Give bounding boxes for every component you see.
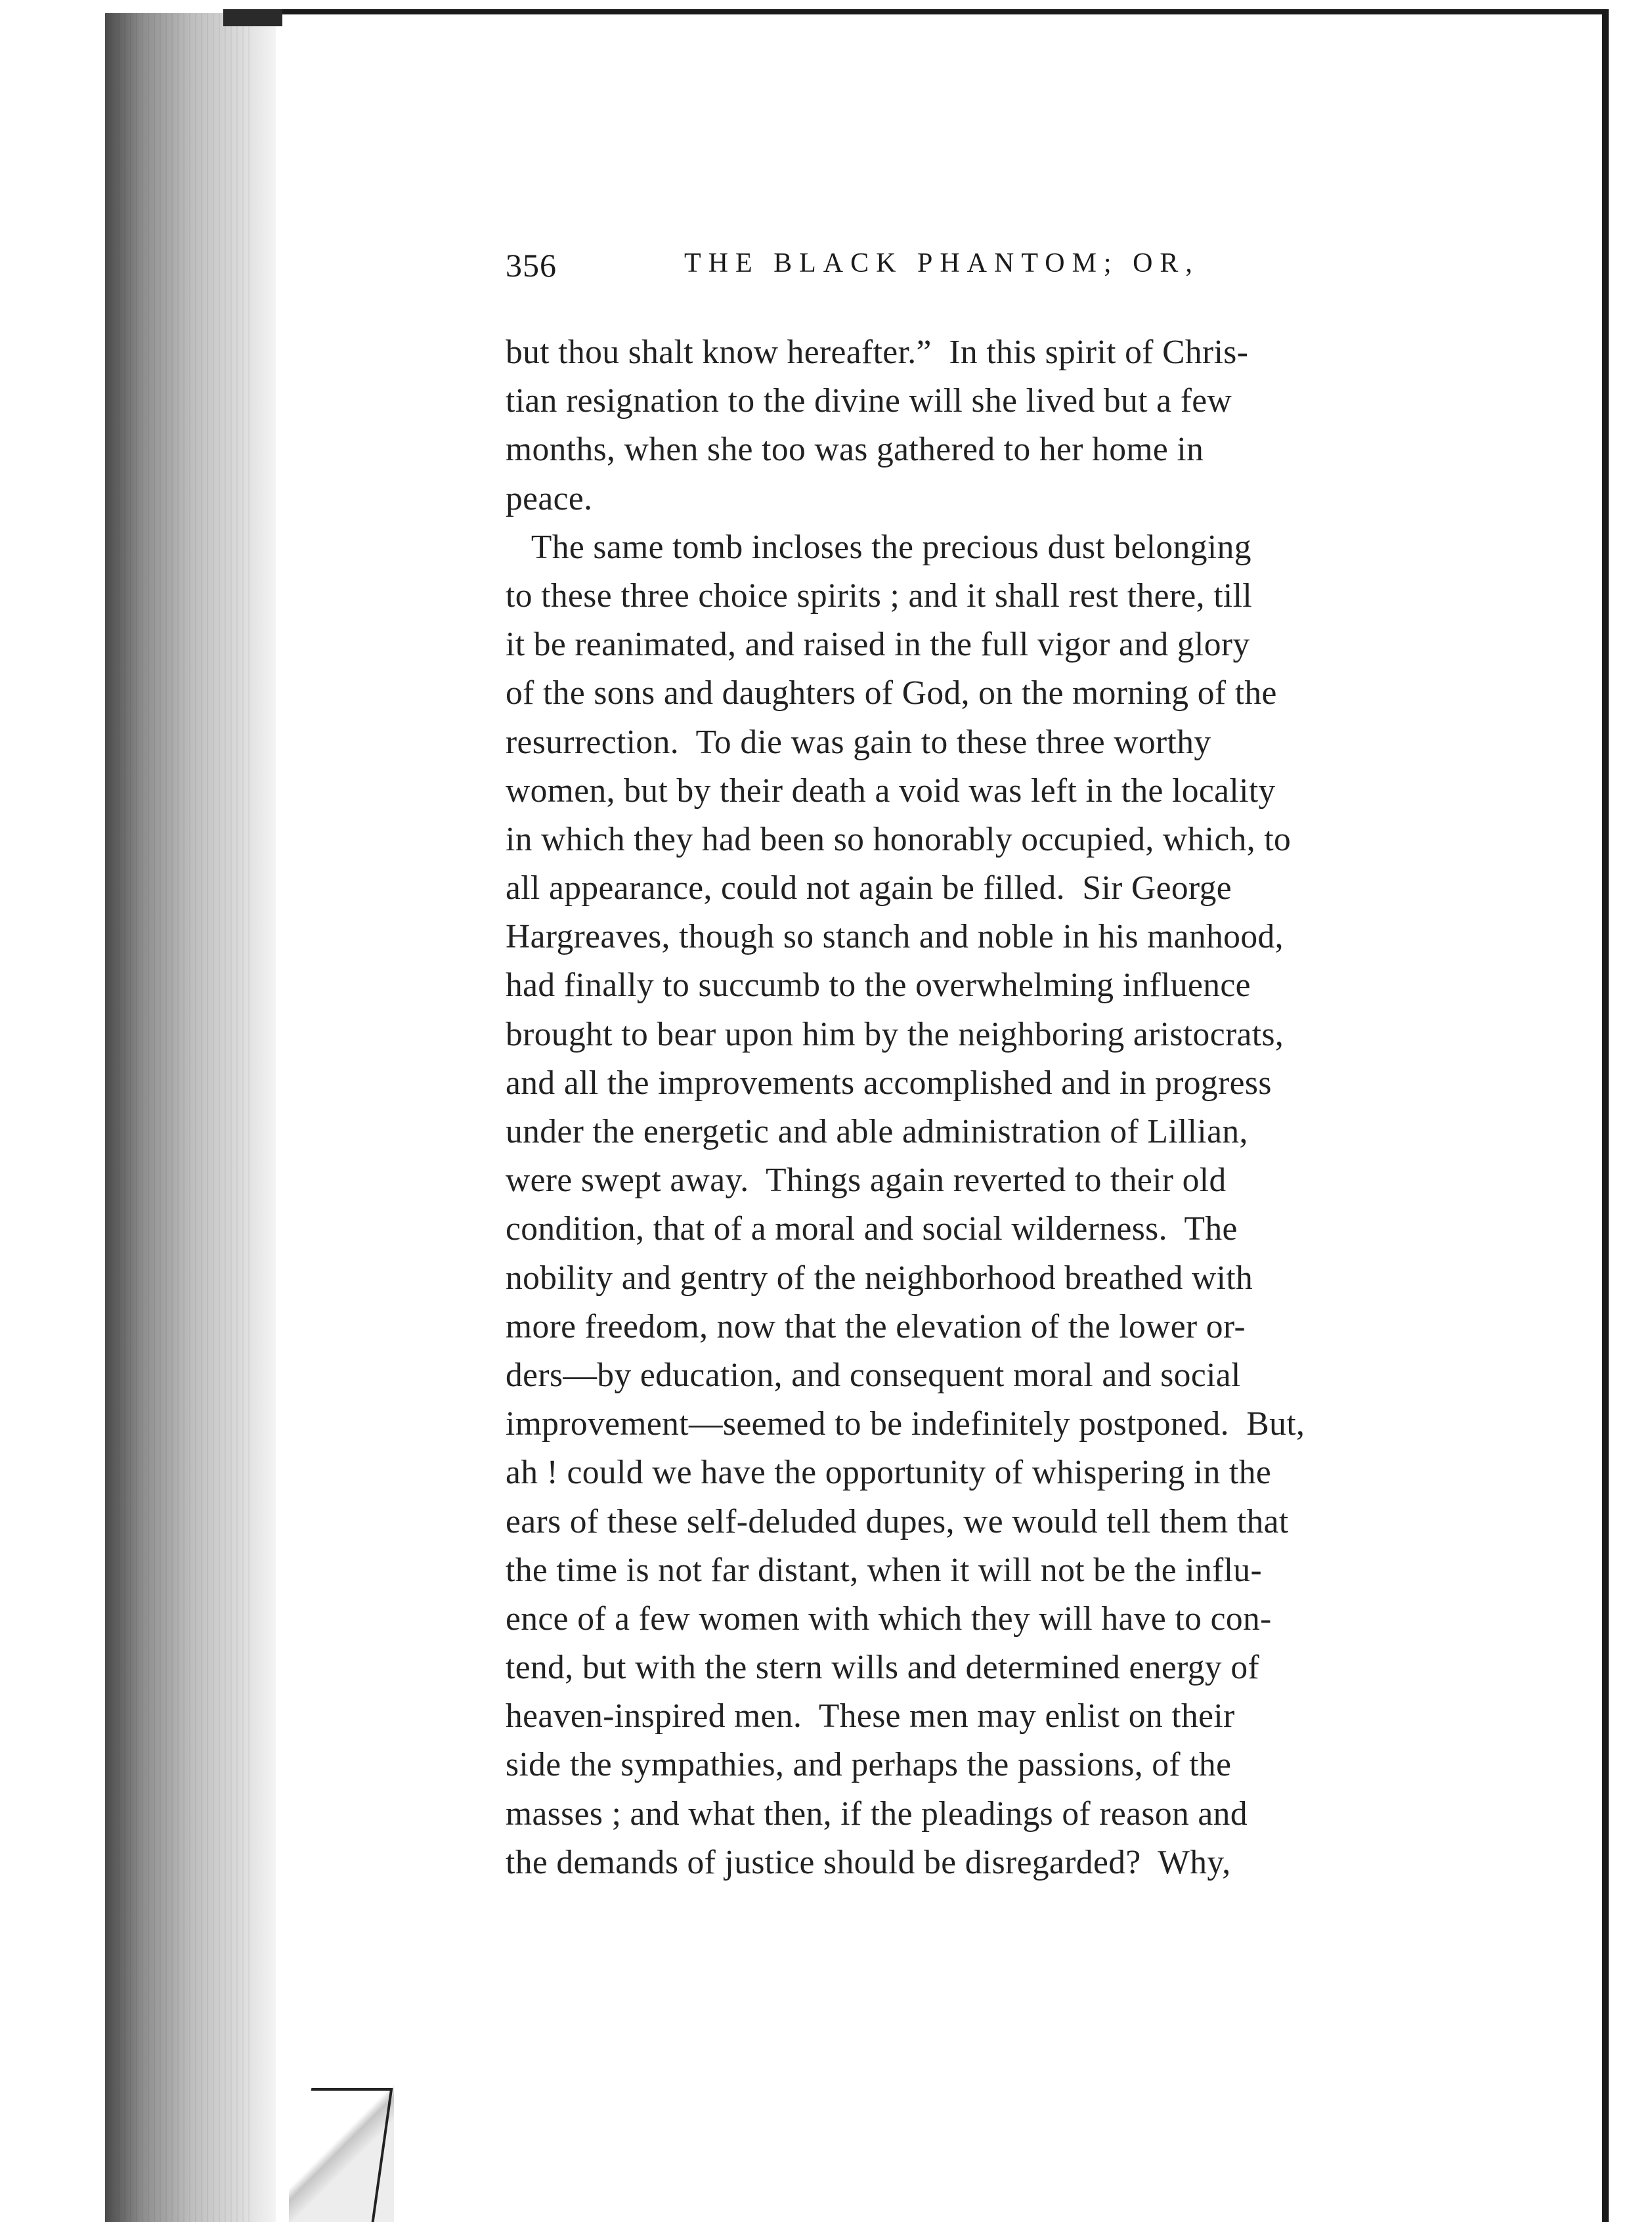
text-line: to these three choice spirits ; and it shall rest there, till xyxy=(506,577,1253,615)
text-line: nobility and gentry of the neighborhood breathed with xyxy=(506,1259,1253,1297)
text-line: The same tomb incloses the precious dust belonging xyxy=(506,528,1251,566)
text-line: ears of these self-deluded dupes, we would tell them that xyxy=(506,1502,1289,1540)
scan-corner-shadow xyxy=(223,9,282,26)
text-line: tian resignation to the divine will she lived but a few xyxy=(506,382,1232,420)
text-line: under the energetic and able administration of Lillian, xyxy=(506,1113,1248,1150)
text-line: ah ! could we have the opportunity of whispering in the xyxy=(506,1454,1272,1492)
page-header xyxy=(506,246,1323,292)
text-line: masses ; and what then, if the pleadings of reason and xyxy=(506,1795,1248,1833)
text-line: side the sympathies, and perhaps the passions, of the xyxy=(506,1746,1232,1784)
text-line: but thou shalt know hereafter.” In this spirit of Chris- xyxy=(506,334,1249,371)
scan-top-border xyxy=(223,9,1609,14)
scan-right-border xyxy=(1602,9,1609,2222)
text-line: peace. xyxy=(506,479,593,517)
text-line: and all the improvements accomplished and in progress xyxy=(506,1064,1272,1102)
text-line: were swept away. Things again reverted to their old xyxy=(506,1162,1227,1200)
text-line: ence of a few women with which they will have to con- xyxy=(506,1600,1272,1638)
text-line: resurrection. To die was gain to these three worthy xyxy=(506,723,1211,761)
text-line: condition, that of a moral and social wilderness. The xyxy=(506,1210,1238,1248)
text-line: improvement—seemed to be indefinitely postponed. But, xyxy=(506,1405,1305,1443)
page-edges-texture xyxy=(118,13,250,2222)
text-line: of the sons and daughters of God, on the morning of the xyxy=(506,674,1277,712)
text-line: ders—by education, and consequent moral and social xyxy=(506,1356,1241,1394)
text-line: had finally to succumb to the overwhelming influence xyxy=(506,967,1251,1005)
text-line: the demands of justice should be disregarded? Why, xyxy=(506,1843,1231,1881)
text-line: more freedom, now that the elevation of the lower or- xyxy=(506,1307,1246,1345)
text-line: women, but by their death a void was left in the locality xyxy=(506,772,1276,810)
text-line: Hargreaves, though so stanch and noble in his manhood, xyxy=(506,918,1284,956)
text-line: all appearance, could not again be filled. Sir George xyxy=(506,869,1232,907)
text-line: the time is not far distant, when it will not be the influ- xyxy=(506,1551,1263,1589)
text-line: tend, but with the stern wills and determined energy of xyxy=(506,1649,1260,1687)
text-line: heaven-inspired men. These men may enlist on their xyxy=(506,1697,1235,1735)
text-line: it be reanimated, and raised in the full vigor and glory xyxy=(506,626,1250,664)
running-head: THE BLACK PHANTOM; OR, xyxy=(684,248,1200,278)
text-line: months, when she too was gathered to her home in xyxy=(506,431,1204,469)
body-text xyxy=(506,328,1490,1887)
text-line: brought to bear upon him by the neighboring aristocrats, xyxy=(506,1015,1284,1053)
text-line: in which they had been so honorably occupied, which, to xyxy=(506,820,1292,858)
page-number: 356 xyxy=(506,247,557,284)
